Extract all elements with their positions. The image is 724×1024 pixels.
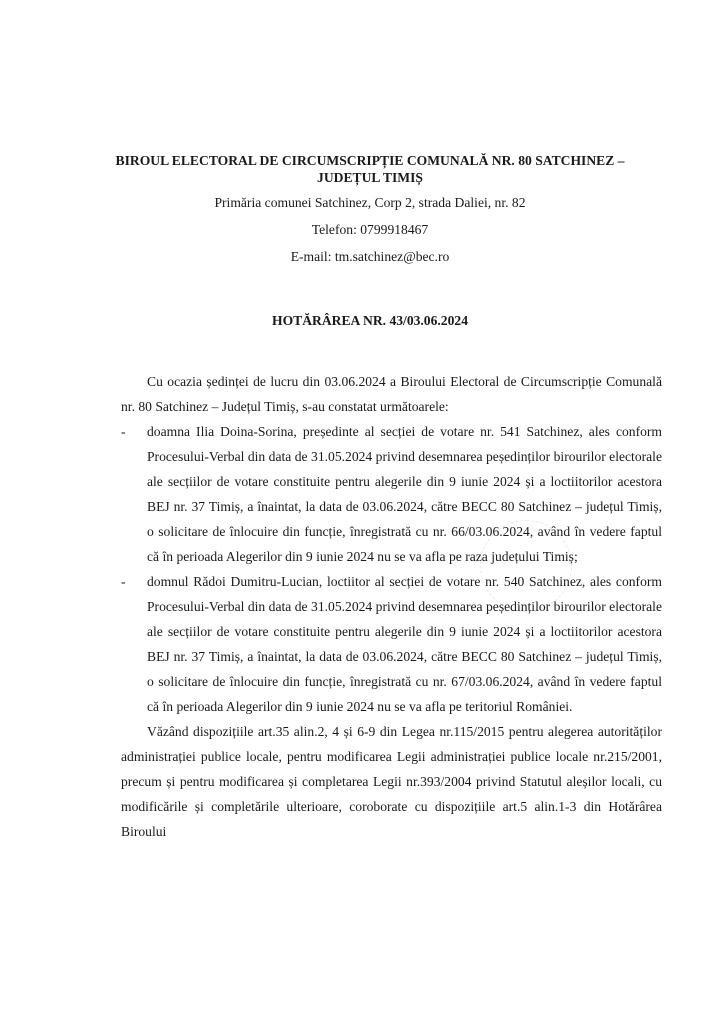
decision-title: HOTĂRÂREA NR. 43/03.06.2024	[272, 313, 468, 328]
email-line: E-mail: tm.satchinez@bec.ro	[290, 249, 450, 264]
bureau-title	[90, 152, 650, 186]
document-body	[121, 369, 662, 844]
list-dash: -	[121, 424, 126, 439]
bureau-title-line1: BIROUL ELECTORAL DE CIRCUMSCRIPȚIE COMUNALĂ NR. 80 SATCHINEZ –	[115, 153, 625, 168]
list-item-text: domnul Rădoi Dumitru-Lucian, loctiitor al secției de votare nr. 540 Satchinez, ales conform Procesului-Verbal din data de 31.05.2024 privind desemnarea peședinților birourilor electorale ale secțiilor de votare constituite pentru alegerile din 9 iunie 2024 și a loctiitorilor acestora BEJ nr. 37 Timiș, a înaintat, la data de 03.06.2024, către BECC 80 Satchinez – județul Timiș, o solicitare de înlocuire din funcție, înregistrată cu nr. 67/03.06.2024, având în vedere faptul că în perioada Alegerilor din 9 iunie 2024 nu se va afla pe teritoriul României.	[147, 574, 662, 714]
considering-paragraph: Văzând dispozițiile art.35 alin.2, 4 și 6-9 din Legea nr.115/2015 pentru alegerea autorităților administrației publice locale, pentru modificarea Legii administrației publice locale nr.215/2001, precum și pentru modificarea și completarea Legii nr.393/2004 privind Statutul aleșilor locali, cu modificările și completările ulterioare, coroborate cu dispozițiile art.5 alin.1-3 din Hotărârea Biroului	[121, 724, 662, 839]
list-dash: -	[121, 574, 126, 589]
findings-list	[121, 419, 662, 719]
bureau-title-line2: JUDEȚUL TIMIȘ	[317, 170, 423, 185]
intro-paragraph: Cu ocazia ședinței de lucru din 03.06.2024 a Biroului Electoral de Circumscripție Comunală nr. 80 Satchinez – Județul Timiș, s-au constatat următoarele:	[121, 374, 662, 414]
list-item-text: doamna Ilia Doina-Sorina, președinte al secției de votare nr. 541 Satchinez, ales conform Procesului-Verbal din data de 31.05.2024 privind desemnarea peședinților birourilor electorale ale secțiilor de votare constituite pentru alegerile din 9 iunie 2024 și a loctiitorilor acestora BEJ nr. 37 Timiș, a înaintat, la data de 03.06.2024, către BECC 80 Satchinez – județul Timiș, o solicitare de înlocuire din funcție, înregistrată cu nr. 66/03.06.2024, având în vedere faptul că în perioada Alegerilor din 9 iunie 2024 nu se va afla pe raza județului Timiș;	[147, 424, 662, 564]
list-item	[121, 419, 662, 569]
address-line: Primăria comunei Satchinez, Corp 2, strada Daliei, nr. 82	[214, 195, 526, 210]
list-item	[121, 569, 662, 719]
phone-line: Telefon: 0799918467	[311, 222, 429, 237]
